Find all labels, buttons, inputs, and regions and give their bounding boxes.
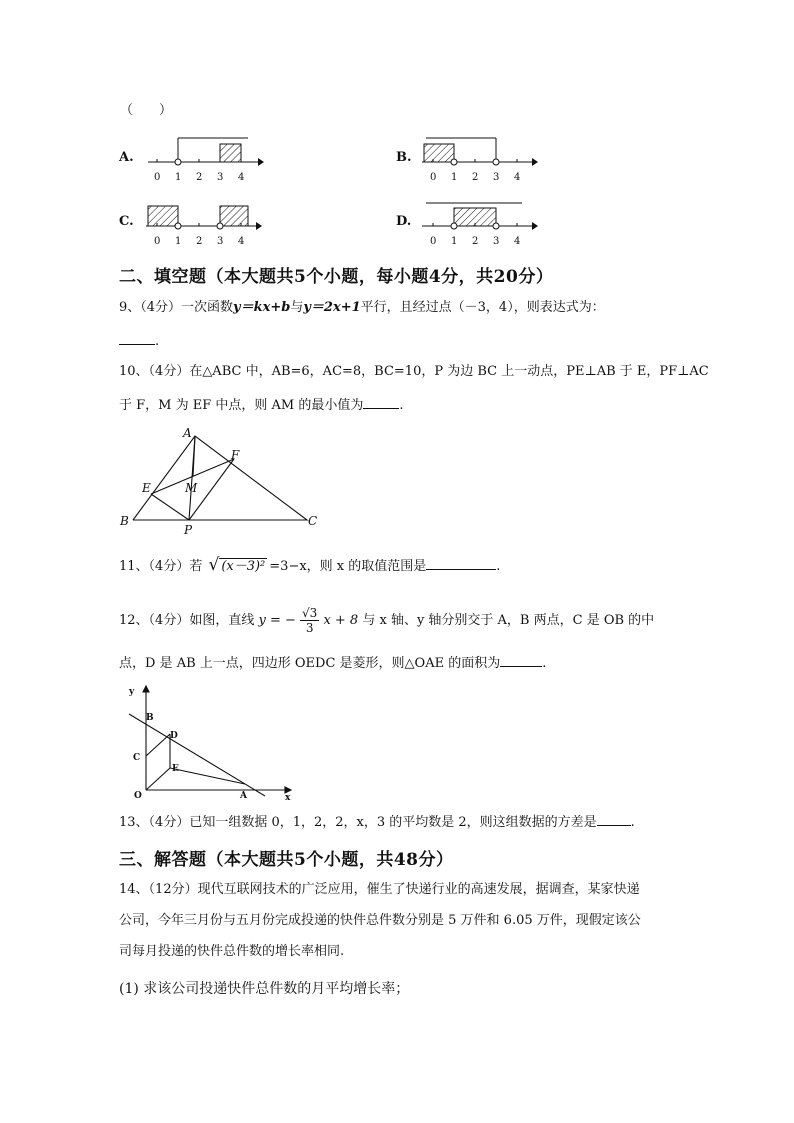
svg-text:0: 0 [430, 236, 437, 247]
tick-label: 2 [196, 172, 203, 183]
option-b-label: B. [396, 150, 412, 165]
point-a-label: A [240, 791, 247, 800]
answer-blank[interactable] [500, 652, 542, 667]
answer-blank[interactable] [363, 394, 399, 409]
point-b-label: B [120, 514, 129, 528]
svg-text:3: 3 [493, 172, 500, 183]
point-e-label: E [142, 481, 151, 495]
triangle-figure [115, 424, 325, 536]
question-10-line1: 10、（4分）在△ABC 中，AB=6，AC=8，BC=10，P 为边 BC 上一动点，PE⊥AB 于 E，PF⊥AC [119, 364, 709, 379]
svg-text:0: 0 [154, 236, 161, 247]
question-14-line1: 14、（12分）现代互联网技术的广泛应用，催生了快递行业的高速发展，据调查，某家快递 [119, 882, 640, 897]
section-heading-fill-in: 二、填空题（本大题共5个小题，每小题4分，共20分） [119, 267, 554, 287]
svg-text:3: 3 [217, 236, 224, 247]
origin-label: O [134, 791, 142, 800]
point-p-label: P [184, 523, 193, 536]
option-c-label: C. [119, 214, 134, 229]
answer-blank[interactable] [119, 330, 155, 345]
answer-paren: （ ） [120, 103, 173, 118]
point-c-label: C [133, 753, 141, 763]
question-14-line3: 司每月投递的快件总件数的增长率相同. [119, 944, 345, 959]
point-a-label: A [183, 426, 192, 440]
question-13: 13、（4分）已知一组数据 0，1，2，2，x，3 的平均数是 2，则这组数据的方差是 . [119, 811, 635, 833]
svg-text:4: 4 [514, 236, 521, 247]
svg-text:2: 2 [196, 236, 203, 247]
point-m-label: M [185, 481, 198, 495]
tick-label: 4 [238, 172, 245, 183]
number-line-d [418, 196, 543, 251]
question-9-answer: . [119, 330, 159, 352]
question-14-part1: (1) 求该公司投递快件总件数的月平均增长率； [119, 981, 410, 997]
svg-text:4: 4 [238, 236, 245, 247]
svg-text:2: 2 [472, 172, 479, 183]
question-9: 9、（4分）一次函数y＝kx+b与y＝2x+1平行，且经过点（－3，4），则表达式为： [119, 300, 605, 315]
answer-blank[interactable] [597, 811, 631, 826]
svg-text:1: 1 [451, 172, 458, 183]
radical-expression: √ (x－3)² [208, 555, 266, 575]
number-line-c [140, 196, 265, 251]
point-d-label: D [170, 731, 178, 741]
svg-text:1: 1 [451, 236, 458, 247]
point-c-label: C [308, 514, 318, 528]
svg-text:2: 2 [472, 236, 479, 247]
question-11: 11、（4分）若 √ (x－3)² =3−x，则 x 的取值范围是 . [119, 555, 501, 575]
question-12-line2: 点，D 是 AB 上一点，四边形 OEDC 是菱形，则△OAE 的面积为 . [119, 652, 546, 674]
svg-text:4: 4 [514, 172, 521, 183]
y-axis-label: y [129, 687, 135, 697]
coordinate-figure [125, 684, 295, 800]
point-e-label: E [172, 764, 179, 774]
question-10-line2: 于 F，M 为 EF 中点，则 AM 的最小值为 . [119, 394, 403, 416]
point-b-label: B [146, 713, 154, 723]
option-a-label: A. [119, 150, 134, 165]
svg-text:1: 1 [175, 236, 182, 247]
svg-text:0: 0 [430, 172, 437, 183]
number-line-b [418, 132, 543, 187]
svg-text:3: 3 [493, 236, 500, 247]
option-d-label: D. [396, 214, 412, 229]
section-heading-solutions: 三、解答题（本大题共5个小题，共48分） [119, 850, 454, 870]
tick-label: 1 [175, 172, 182, 183]
question-14-line2: 公司，今年三月份与五月份完成投递的快件总件数分别是 5 万件和 6.05 万件，现假定该公 [119, 913, 641, 928]
answer-blank[interactable] [426, 555, 496, 570]
tick-label: 0 [154, 172, 161, 183]
x-axis-label: x [285, 793, 291, 800]
question-12-line1: 12、（4分）如图，直线 y = − $\frac{√3}{3}$ x + 8 与 x 轴、y 轴分别交于 A，B 两点，C 是 OB 的中 [119, 606, 655, 635]
fraction: $\frac{√3}{3}$ [302, 606, 318, 635]
tick-label: 3 [217, 172, 224, 183]
point-f-label: F [231, 448, 240, 462]
number-line-a [140, 132, 265, 187]
